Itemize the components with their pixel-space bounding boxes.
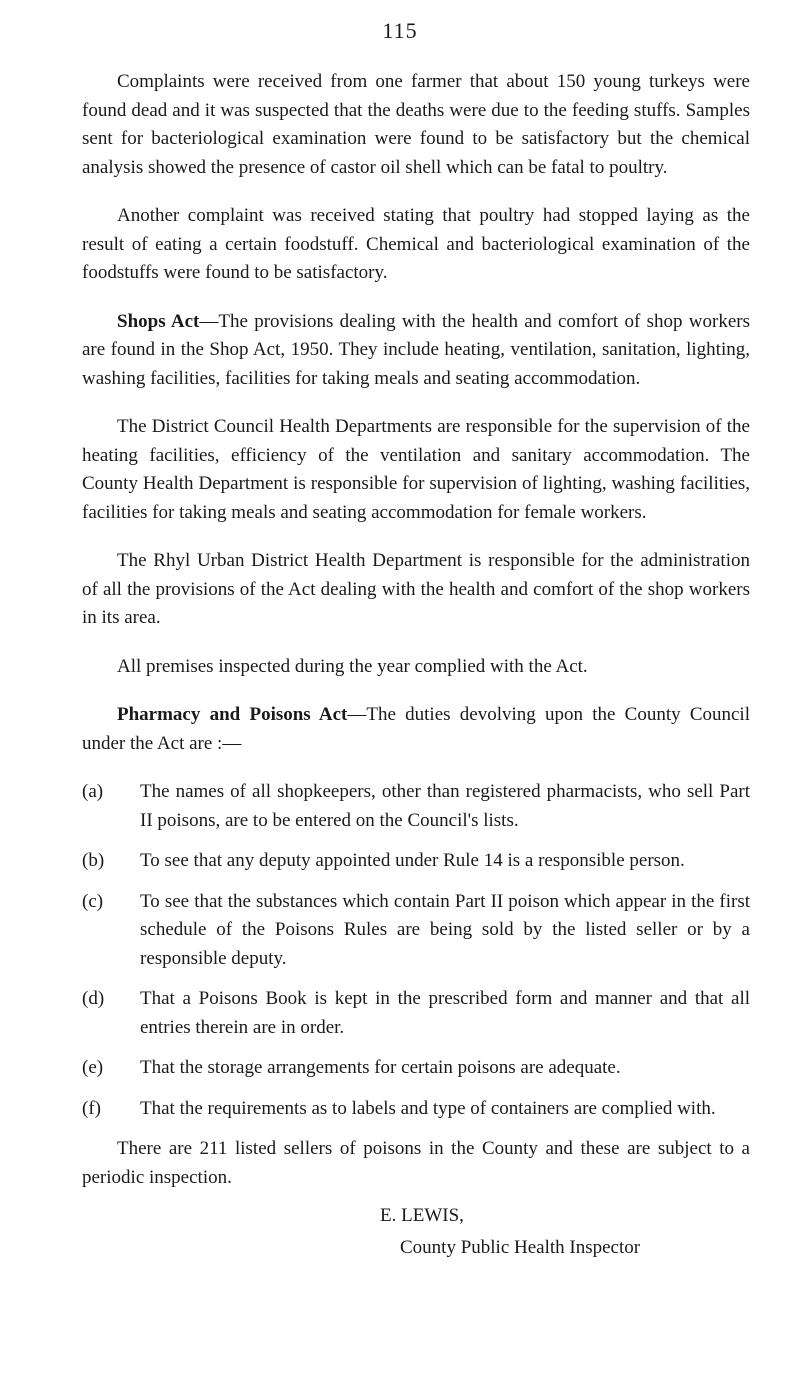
signature-title: County Public Health Inspector [400, 1237, 641, 1258]
list-marker: (d) [82, 988, 105, 1009]
pharmacy-act-text: —The duties devolving upon the County Council under the Act are :— [82, 704, 750, 754]
page-number: 115 [382, 18, 418, 43]
list-marker: (c) [82, 890, 104, 912]
signature-name: E. LEWIS, [380, 1205, 464, 1226]
paragraph-pharmacy-act [82, 701, 750, 758]
heading-pharmacy-act: Pharmacy and Poisons Act [117, 704, 348, 725]
shops-act-text: —The provisions dealing with the health and comfort of shop workers are found in the Shop Act, 1950. They include heating, ventilation, sanitation, lighting, washing facilities, facilities for taking meals and seating accommodation. [82, 310, 750, 389]
list-marker: (e) [82, 1057, 104, 1078]
paragraph-premises: All premises inspected during the year complied with the Act. [117, 655, 588, 677]
signature-block [380, 1200, 750, 1264]
list-item-text: That a Poisons Book is kept in the prescribed form and manner and that all entries therein are in order. [140, 988, 750, 1038]
paragraph-shops-act [82, 308, 750, 394]
list-item [82, 847, 750, 876]
paragraph-poultry-laying: Another complaint was received stating that poultry had stopped laying as the result of eating a certain foodstuff. Chemical and bacteriological examination of the foodstuffs were found to be satisfactory. [82, 205, 750, 283]
paragraph-district-council: The District Council Health Departments are responsible for the supervision of the heating facilities, efficiency of the ventilation and sanitary accommodation. The County Health Department is responsible for supervision of lighting, washing facilities, facilities for taking meals and seating accommodation for female workers. [82, 416, 750, 523]
list-item-text: That the requirements as to labels and type of containers are complied with. [140, 1097, 716, 1119]
list-item-text: To see that any deputy appointed under Rule 14 is a responsible person. [140, 850, 685, 871]
list-item [82, 1095, 750, 1124]
list-item-text: To see that the substances which contain Part II poison which appear in the first schedule of the Poisons Rules are being sold by the listed seller or by a responsible deputy. [140, 890, 750, 969]
paragraph-turkey-complaint: Complaints were received from one farmer that about 150 young turkeys were found dead and it was suspected that the deaths were due to the feeding stuffs. Samples sent for bacteriological examination were found to be satisfactory but the chemical analysis showed the presence of castor oil shell which can be fatal to poultry. [82, 71, 750, 178]
list-item [82, 1054, 750, 1083]
paragraph-listed-sellers: There are 211 listed sellers of poisons in the County and these are subject to a periodic inspection. [82, 1138, 750, 1188]
list-item [82, 778, 750, 835]
list-item-text: That the storage arrangements for certain poisons are adequate. [140, 1057, 621, 1078]
list-item [82, 985, 750, 1042]
list-marker: (b) [82, 850, 105, 871]
heading-shops-act: Shops Act [117, 310, 200, 332]
duties-list [82, 778, 750, 1123]
list-marker: (a) [82, 781, 104, 802]
list-marker: (f) [82, 1097, 101, 1119]
list-item [82, 888, 750, 974]
list-item-text: The names of all shopkeepers, other than registered pharmacists, who sell Part II poisons, are to be entered on the Council's lists. [140, 781, 750, 831]
paragraph-rhyl-urban: The Rhyl Urban District Health Department is responsible for the administration of all the provisions of the Act dealing with the health and comfort of the shop workers in its area. [82, 550, 750, 628]
document-body [82, 68, 750, 1264]
